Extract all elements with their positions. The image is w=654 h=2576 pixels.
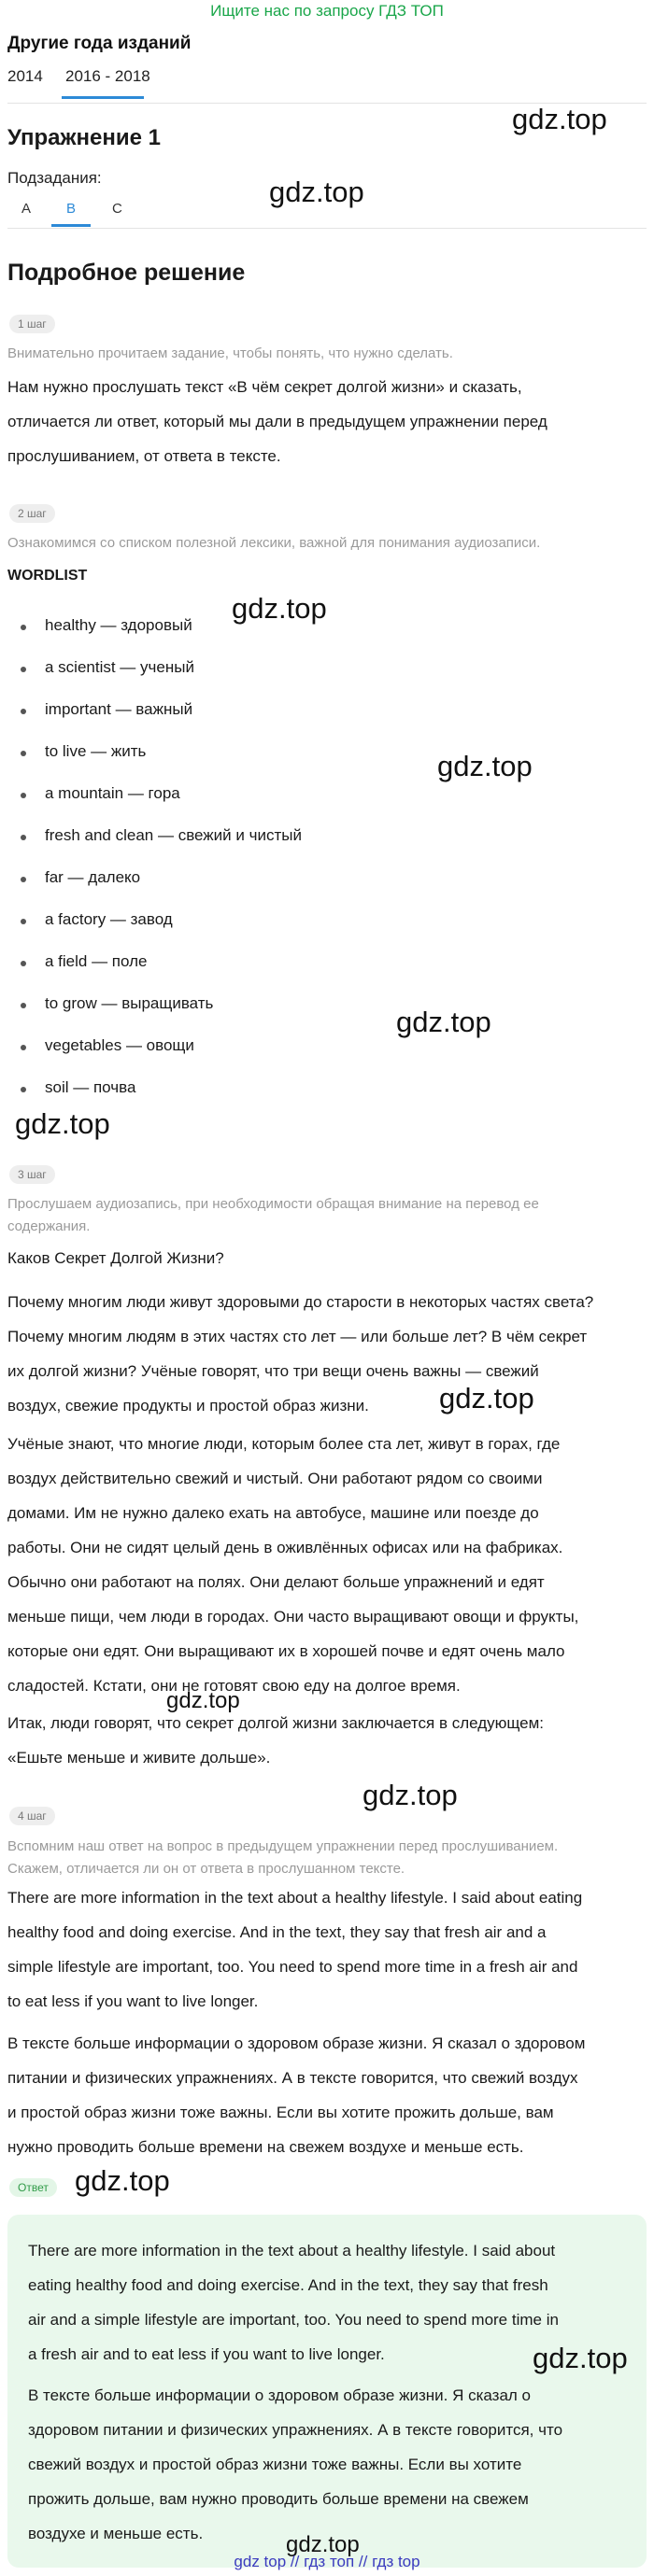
watermark: gdz.top <box>15 1107 110 1140</box>
text-line: питании и физических упражнениях. А в тексте говорится, что свежий воздух <box>7 2069 578 2087</box>
text-line: air and a simple lifestyle are important, too. You need to spend more time in <box>28 2311 559 2329</box>
step1-text <box>7 370 547 473</box>
text-line: работы. Они не сидят целый день в оживлённых офисах или на фабриках. <box>7 1539 563 1556</box>
step3-paragraph-3 <box>7 1706 544 1775</box>
bullet-icon <box>21 1087 26 1092</box>
text-line: simple lifestyle are important, too. You need to spend more time in a fresh air and <box>7 1958 578 1976</box>
text-line: и простой образ жизни тоже важны. Если вы хотите прожить дольше, вам <box>7 2104 554 2121</box>
text-line: меньше пищи, чем люди в городах. Они часто выращивают овощи и фрукты, <box>7 1608 579 1626</box>
text-line: сладостей. Кстати, они не готовят свою еду на долгое время. <box>7 1677 461 1695</box>
other-years-title: Другие года изданий <box>7 34 192 53</box>
hint-line: Скажем, отличается ли он от ответа в прослушанном тексте. <box>7 1861 405 1877</box>
answer-english-paragraph <box>28 2233 559 2372</box>
text-line: Нам нужно прослушать текст «В чём секрет долгой жизни» и сказать, <box>7 378 522 396</box>
step-badge: 2 шаг <box>9 504 55 523</box>
step-badge: 1 шаг <box>9 315 55 333</box>
hint-line: Вспомним наш ответ на вопрос в предыдущем упражнении перед прослушиванием. <box>7 1838 559 1854</box>
wordlist-item: far — далеко <box>45 868 141 886</box>
text-line: свежий воздух и простой образ жизни тоже важны. Если вы хотите <box>28 2456 522 2473</box>
step-badge: 4 шаг <box>9 1807 55 1825</box>
wordlist-item: a field — поле <box>45 952 148 970</box>
bullet-icon <box>21 1045 26 1050</box>
bullet-icon <box>21 919 26 924</box>
watermark: gdz.top <box>439 1382 534 1415</box>
watermark: gdz.top <box>75 2164 170 2197</box>
step3-paragraph-2 <box>7 1427 578 1703</box>
step4-russian-paragraph <box>7 2026 585 2164</box>
step-hint <box>7 1193 539 1238</box>
year-tab-active-indicator <box>62 96 144 99</box>
answer-russian-paragraph <box>28 2378 562 2551</box>
text-line: воздух, свежие продукты и простой образ жизни. <box>7 1397 369 1415</box>
watermark: gdz.top <box>512 103 607 135</box>
text-line: их долгой жизни? Учёные говорят, что три вещи очень важны — свежий <box>7 1362 539 1380</box>
wordlist-item: to live — жить <box>45 742 147 760</box>
exercise-title: Упражнение 1 <box>7 125 161 150</box>
text-line: В тексте больше информации о здоровом образе жизни. Я сказал о здоровом <box>7 2034 586 2052</box>
solution-title: Подробное решение <box>7 260 246 286</box>
wordlist-item: important — важный <box>45 700 193 718</box>
watermark: gdz.top <box>437 750 533 782</box>
text-line: a fresh air and to eat less if you want to live longer. <box>28 2345 385 2363</box>
step-hint <box>7 1836 558 1880</box>
top-search-hint-link[interactable]: Ищите нас по запросу ГДЗ ТОП <box>210 2 444 20</box>
subtask-tab-a[interactable]: A <box>21 201 32 217</box>
bullet-icon <box>21 835 26 840</box>
bullet-icon <box>21 751 26 756</box>
watermark: gdz.top <box>166 1688 240 1713</box>
text-line: Итак, люди говорят, что секрет долгой жизни заключается в следующем: <box>7 1714 545 1732</box>
wordlist-item: fresh and clean — свежий и чистый <box>45 826 302 844</box>
hint-line: Прослушаем аудиозапись, при необходимости обращая внимание на перевод ее <box>7 1196 539 1212</box>
bullet-icon <box>21 625 26 630</box>
wordlist-item: vegetables — овощи <box>45 1036 194 1054</box>
subtask-tab-b[interactable]: B <box>66 201 77 217</box>
bottom-links[interactable]: gdz top // гдз топ // гдз top <box>234 2553 420 2570</box>
text-line: Учёные знают, что многие люди, которым более ста лет, живут в горах, где <box>7 1435 561 1453</box>
text-line: «Ешьте меньше и живите дольше». <box>7 1749 271 1767</box>
text-line: Почему многим люди живут здоровыми до старости в некоторых частях света? <box>7 1293 594 1311</box>
subtasks-label: Подзадания: <box>7 169 102 187</box>
bullet-icon <box>21 667 26 672</box>
watermark: gdz.top <box>232 592 327 625</box>
text-line: Обычно они работают на полях. Они делают больше упражнений и едят <box>7 1573 545 1591</box>
text-line: нужно проводить больше времени на свежем воздухе и меньше есть. <box>7 2138 524 2156</box>
text-line: Почему многим людям в этих частях сто лет — или больше лет? В чём секрет <box>7 1328 588 1345</box>
text-line: воздух действительно свежий и чистый. Они работают рядом со своими <box>7 1470 543 1487</box>
text-line: eating healthy food and doing exercise. And in the text, they say that fresh <box>28 2276 548 2294</box>
wordlist-item: soil — почва <box>45 1078 136 1096</box>
watermark: gdz.top <box>533 2342 628 2374</box>
text-line: воздухе и меньше есть. <box>28 2525 204 2542</box>
bullet-icon <box>21 709 26 714</box>
answer-badge: Ответ <box>9 2178 57 2197</box>
step-hint: Ознакомимся со списком полезной лексики, важной для понимания аудиозаписи. <box>7 535 541 551</box>
text-line: There are more information in the text about a healthy lifestyle. I said about <box>28 2242 556 2259</box>
step-hint: Внимательно прочитаем задание, чтобы понять, что нужно сделать. <box>7 345 453 361</box>
text-line: to eat less if you want to live longer. <box>7 1992 259 2010</box>
step3-heading: Каков Секрет Долгой Жизни? <box>7 1249 224 1267</box>
wordlist-item: a scientist — ученый <box>45 658 194 676</box>
text-line: healthy food and doing exercise. And in the text, they say that fresh air and a <box>7 1923 547 1941</box>
watermark: gdz.top <box>363 1779 458 1811</box>
watermark: gdz.top <box>269 176 364 208</box>
text-line: В тексте больше информации о здоровом образе жизни. Я сказал о <box>28 2386 531 2404</box>
text-line: здоровом питании и физических упражнениях. А в тексте говорится, что <box>28 2421 563 2439</box>
bullet-icon <box>21 877 26 882</box>
subtask-tab-c[interactable]: C <box>112 201 122 217</box>
bullet-icon <box>21 793 26 798</box>
text-line: прослушиванием, от ответа в тексте. <box>7 447 281 465</box>
year-tab-2016-2018[interactable]: 2016 - 2018 <box>65 67 150 85</box>
text-line: которые они едят. Они выращивают их в хорошей почве и едят очень мало <box>7 1642 565 1660</box>
year-tab-2014[interactable]: 2014 <box>7 67 43 85</box>
text-line: домами. Им не нужно далеко ехать на автобусе, машине или поезде до <box>7 1504 539 1522</box>
text-line: прожить дольше, вам нужно проводить больше времени на свежем <box>28 2490 529 2508</box>
watermark: gdz.top <box>286 2532 360 2557</box>
wordlist-item: a mountain — гора <box>45 784 180 802</box>
step-badge: 3 шаг <box>9 1165 55 1184</box>
text-line: There are more information in the text about a healthy lifestyle. I said about eating <box>7 1889 583 1907</box>
hint-line: содержания. <box>7 1218 91 1234</box>
divider <box>7 228 647 229</box>
bullet-icon <box>21 1003 26 1008</box>
watermark: gdz.top <box>396 1006 491 1038</box>
wordlist-item: to grow — выращивать <box>45 994 214 1012</box>
wordlist-title: WORDLIST <box>7 568 88 584</box>
bullet-icon <box>21 961 26 966</box>
subtask-active-indicator <box>51 224 91 227</box>
wordlist-item: healthy — здоровый <box>45 616 192 634</box>
wordlist-item: a factory — завод <box>45 910 173 928</box>
step4-english-paragraph <box>7 1880 582 2019</box>
text-line: отличается ли ответ, который мы дали в предыдущем упражнении перед <box>7 413 547 430</box>
